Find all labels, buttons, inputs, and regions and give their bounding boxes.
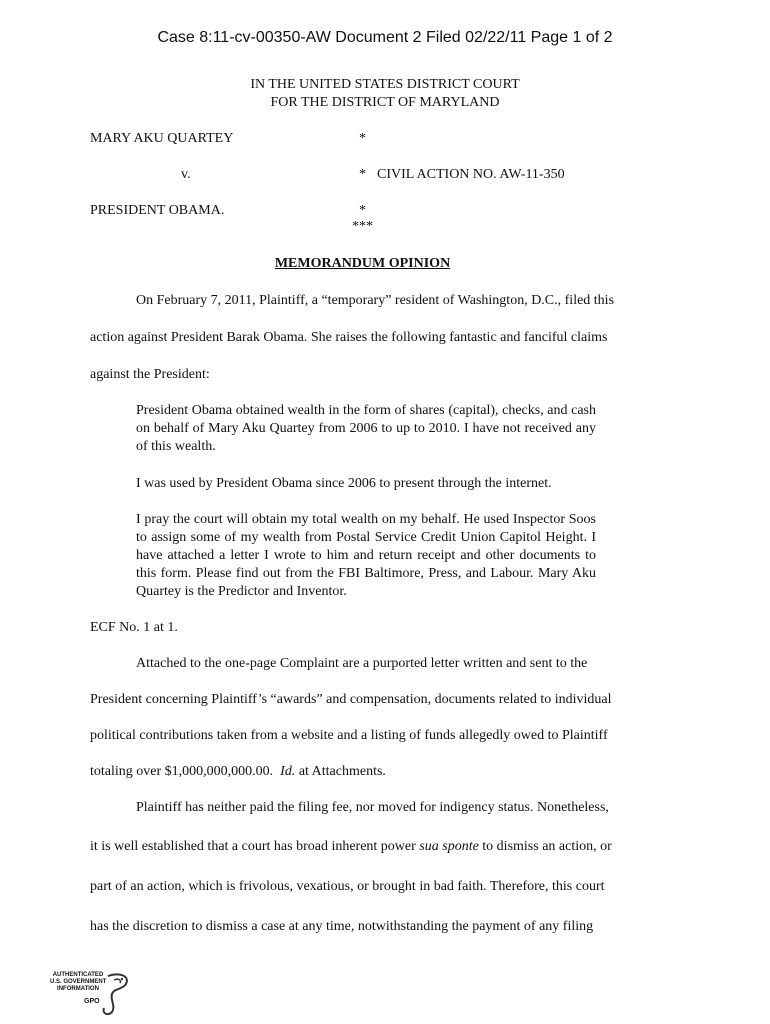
- caption-defendant: PRESIDENT OBAMA.: [90, 203, 225, 218]
- text-run: to dismiss an action, or: [478, 839, 612, 854]
- court-name-line-1: IN THE UNITED STATES DISTRICT COURT: [250, 77, 520, 92]
- paragraph-line: [90, 764, 386, 780]
- caption-star: *: [359, 203, 366, 218]
- caption-plaintiff: MARY AKU QUARTEY: [90, 131, 234, 146]
- sua-sponte-term: sua sponte: [419, 839, 479, 854]
- seal-line: INFORMATION: [57, 986, 99, 992]
- paragraph-line: On February 7, 2011, Plaintiff, a “temporary” resident of Washington, D.C., filed this: [136, 293, 615, 308]
- paragraph-line: has the discretion to dismiss a case at any time, notwithstanding the payment of any filing: [90, 919, 594, 934]
- paragraph-line: Plaintiff has neither paid the filing fee, nor moved for indigency status. Nonetheless,: [136, 800, 609, 815]
- paragraph-line: Attached to the one-page Complaint are a purported letter written and sent to the: [136, 656, 588, 671]
- gpo-authentication-seal: [42, 970, 142, 1018]
- case-header: Case 8:11-cv-00350-AW Document 2 Filed 02/22/11 Page 1 of 2: [157, 29, 613, 46]
- id-citation: Id.: [280, 764, 296, 779]
- text-run: totaling over $1,000,000,000.00.: [90, 764, 281, 779]
- caption-star: *: [359, 131, 366, 146]
- document-title: MEMORANDUM OPINION: [274, 256, 451, 271]
- seal-line: AUTHENTICATED: [52, 972, 104, 978]
- seal-line: U.S. GOVERNMENT: [50, 979, 107, 985]
- seal-text: [50, 972, 106, 993]
- caption-star-row: ***: [352, 219, 373, 234]
- ecf-citation: ECF No. 1 at 1.: [90, 620, 178, 635]
- text-run: at Attachments.: [295, 764, 386, 779]
- block-quote: President Obama obtained wealth in the form of shares (capital), checks, and cash on behalf of Mary Aku Quartey from 2006 to up to 2010. I have not received any of this wealth.: [136, 403, 596, 454]
- paragraph-line: [90, 839, 612, 855]
- block-quote: I was used by President Obama since 2006 to present through the internet.: [136, 476, 552, 491]
- court-name-line-2: FOR THE DISTRICT OF MARYLAND: [270, 95, 500, 110]
- text-run: it is well established that a court has broad inherent power: [90, 839, 420, 854]
- caption-star: *: [359, 167, 366, 182]
- seal-gpo: GPO: [84, 998, 100, 1005]
- civil-action-number: CIVIL ACTION NO. AW-11-350: [377, 167, 565, 182]
- paragraph-line: President concerning Plaintiff’s “awards” and compensation, documents related to individual: [90, 692, 612, 707]
- paragraph-line: action against President Barak Obama. She raises the following fantastic and fanciful claims: [90, 330, 608, 345]
- paragraph-line: against the President:: [90, 367, 210, 382]
- caption-versus: v.: [181, 167, 191, 182]
- paragraph-line: political contributions taken from a website and a listing of funds allegedly owed to Plaintiff: [90, 728, 608, 743]
- paragraph-line: part of an action, which is frivolous, vexatious, or brought in bad faith. Therefore, this court: [90, 879, 605, 894]
- block-quote: I pray the court will obtain my total wealth on my behalf. He used Inspector Soos to assign some of my wealth from Postal Service Credit Union Capitol Height. I have attached a letter I wrote to him and return receipt and other documents to this form. Please find out from the FBI Baltimore, Press, and Labour. Mary Aku Quartey is the Predictor and Inventor.: [136, 512, 596, 599]
